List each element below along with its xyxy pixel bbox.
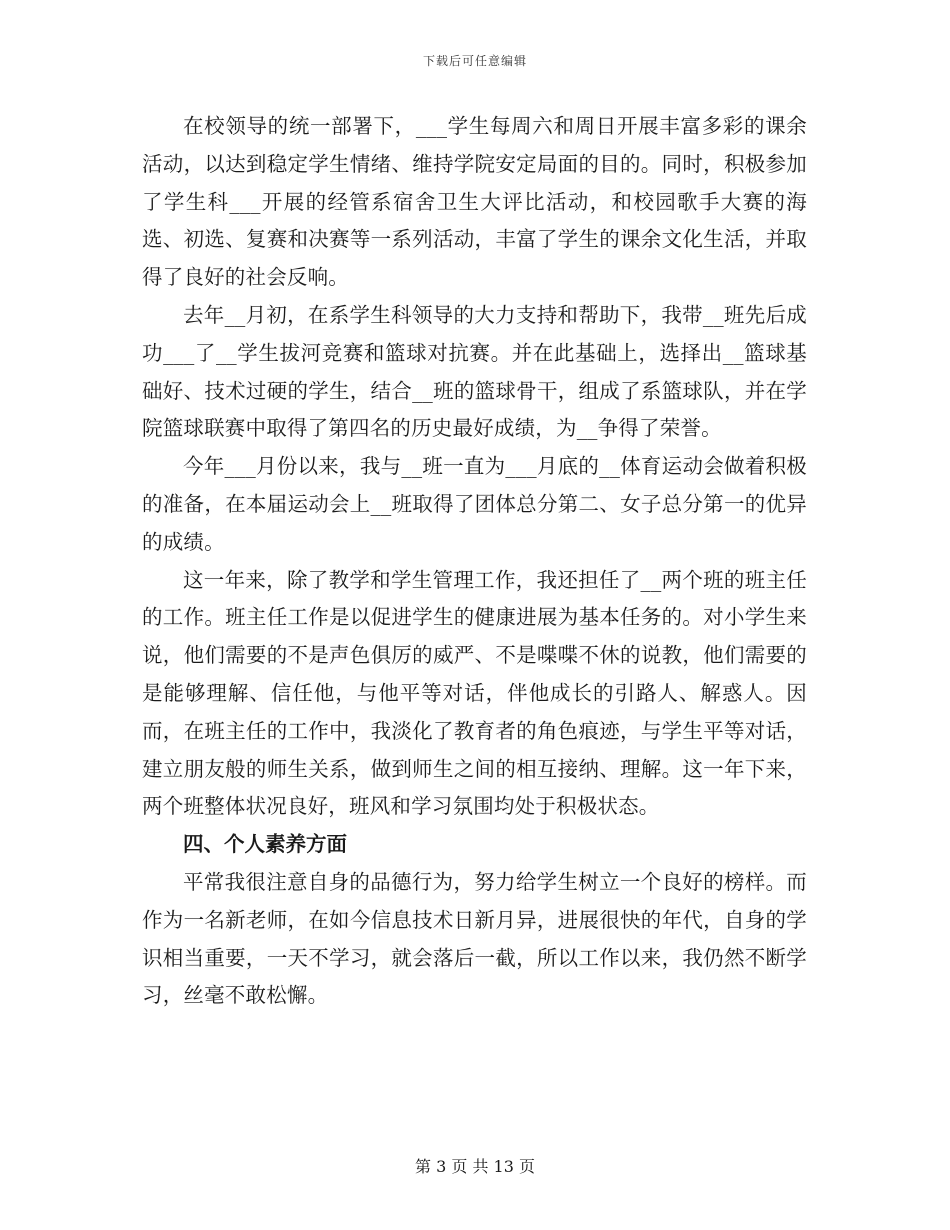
paragraph-sports-meet: 今年___月份以来，我与__班一直为___月底的__体育运动会做着积极的准备，在本届运动会上__班取得了团体总分第二、女子总分第一的优异的成绩。 [142, 454, 807, 554]
document-body [142, 108, 807, 1015]
section-heading: 四、个人素养方面 [183, 832, 347, 857]
paragraph-basketball: 去年__月初，在系学生科领导的大力支持和帮助下，我带__班先后成功___了__学生拔河竞赛和篮球对抗赛。并在此基础上，选择出__篮球基础好、技术过硬的学生，结合__班的篮球骨干，组成了系篮球队，并在学院篮球联赛中取得了第四名的历史最好成绩，为__争得了荣誉。 [142, 302, 807, 441]
paragraph-class-teacher: 这一年来，除了教学和学生管理工作，我还担任了__两个班的班主任的工作。班主任工作是以促进学生的健康进展为基本任务的。对小学生来说，他们需要的不是声色俱厉的威严、不是喋喋不休的说教，他们需要的是能够理解、信任他，与他平等对话，伴他成长的引路人、解惑人。因而，在班主任的工作中，我淡化了教育者的角色痕迹，与学生平等对话，建立朋友般的师生关系，做到师生之间的相互接纳、理解。这一年下来，两个班整体状况良好，班风和学习氛围均处于积极状态。 [142, 567, 807, 819]
page-number: 第 3 页 共 13 页 [415, 1157, 535, 1176]
paragraph-self-study: 平常我很注意自身的品德行为，努力给学生树立一个良好的榜样。而作为一名新老师，在如今信息技术日新月异，进展很快的年代，自身的学识相当重要，一天不学习，就会落后一截，所以工作以来，我仍然不断学习，丝毫不敢松懈。 [142, 869, 807, 1008]
header-note: 下载后可任意编辑 [422, 54, 527, 68]
paragraph-activities: 在校领导的统一部署下，___学生每周六和周日开展丰富多彩的课余活动，以达到稳定学生情绪、维持学院安定局面的目的。同时，积极参加了学生科___开展的经管系宿舍卫生大评比活动，和校园歌手大赛的海选、初选、复赛和决赛等一系列活动，丰富了学生的课余文化生活，并取得了良好的社会反响。 [142, 114, 807, 290]
